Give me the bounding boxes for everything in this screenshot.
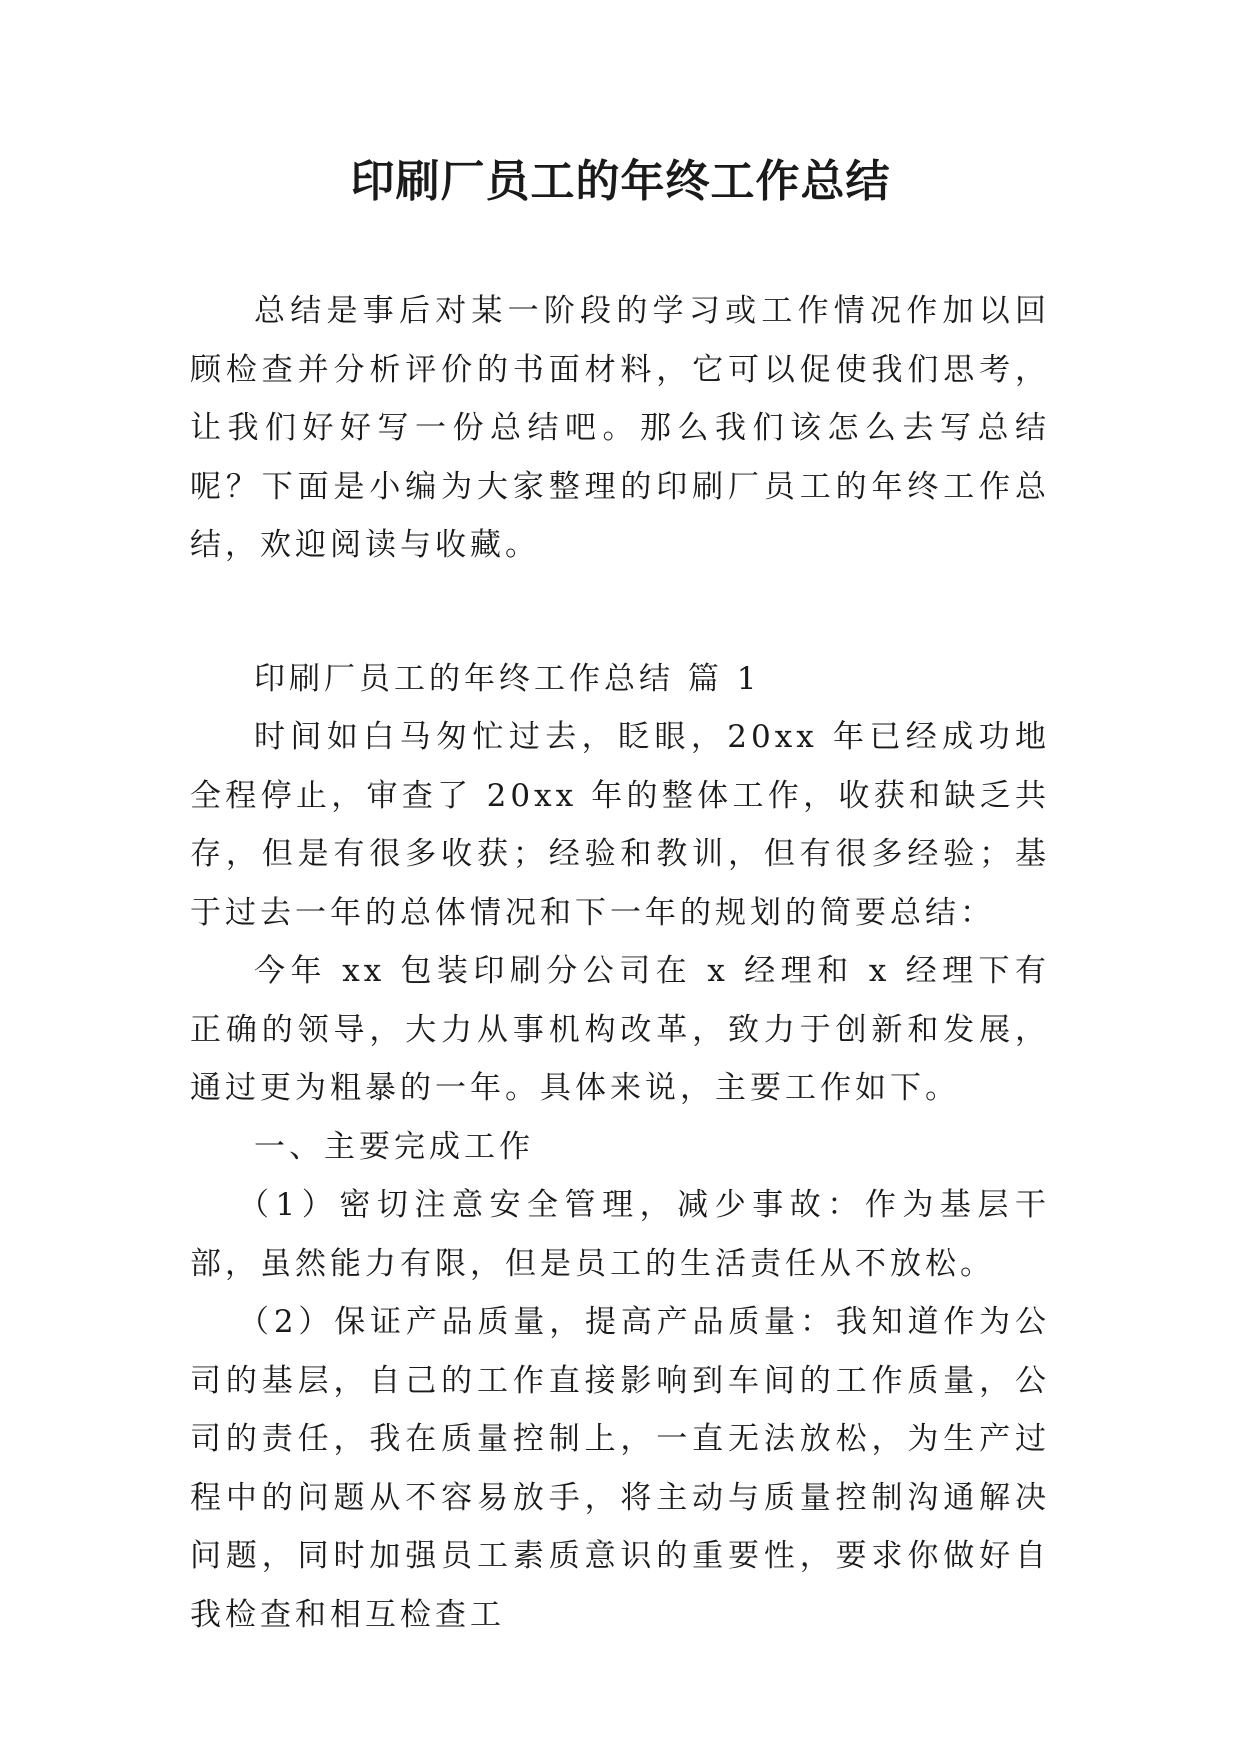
body-paragraph-3: （1）密切注意安全管理，减少事故：作为基层干部，虽然能力有限，但是员工的生活责任从不放松。 [190, 1187, 1050, 1282]
section-heading: 印刷厂员工的年终工作总结 篇 1 [254, 660, 761, 697]
section-gap [190, 575, 1050, 650]
body-paragraph-1: 时间如白马匆忙过去，眨眼，20xx 年已经成功地全程停止，审查了 20xx 年的整体工作，收获和缺乏共存，但是有很多收获；经验和教训，但有很多经验；基于过去一年的总体情况和下一年的规划的简要总结： [190, 719, 1050, 931]
body-paragraph-2: 今年 xx 包装印刷分公司在 x 经理和 x 经理下有正确的领导，大力从事机构改革，致力于创新和发展，通过更为粗暴的一年。具体来说，主要工作如下。 [190, 953, 1050, 1106]
document-title: 印刷厂员工的年终工作总结 [350, 156, 891, 207]
body-paragraph-4: （2）保证产品质量，提高产品质量：我知道作为公司的基层，自己的工作直接影响到车间的工作质量，公司的责任，我在质量控制上，一直无法放松，为生产过程中的问题从不容易放手，将主动与质量控制沟通解决问题，同时加强员工素质意识的重要性，要求你做好自我检查和相互检查工 [190, 1304, 1050, 1633]
subheading-main-work: 一、主要完成工作 [254, 1128, 534, 1165]
document-body [190, 282, 1050, 1644]
intro-paragraph: 总结是事后对某一阶段的学习或工作情况作加以回顾检查并分析评价的书面材料，它可以促使我们思考，让我们好好写一份总结吧。那么我们该怎么去写总结呢？下面是小编为大家整理的印刷厂员工的年终工作总结，欢迎阅读与收藏。 [190, 293, 1050, 563]
